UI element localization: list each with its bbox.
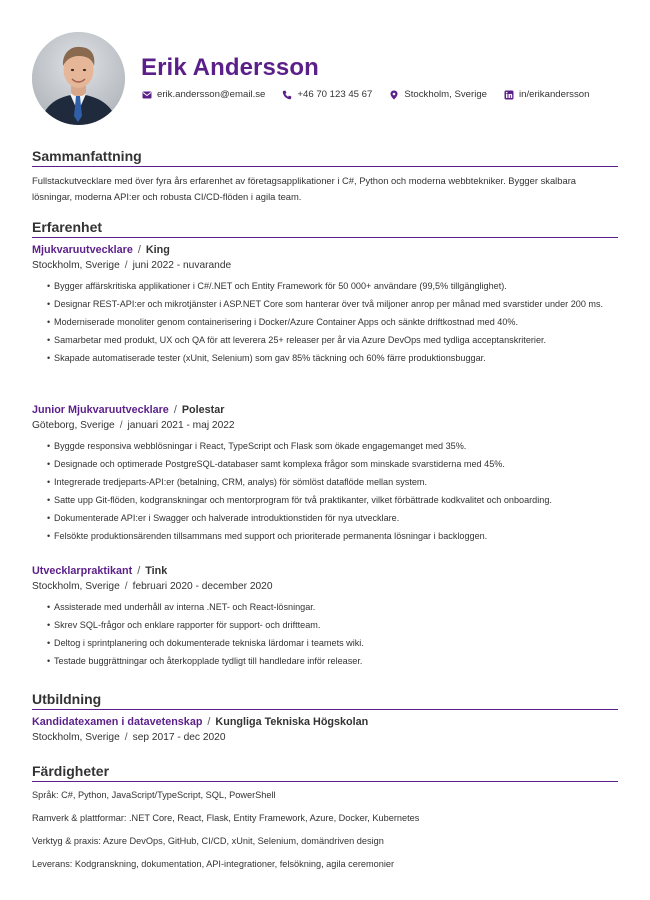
education-meta <box>32 732 618 747</box>
job-company: King <box>145 244 170 256</box>
job-location: Stockholm, Sverige <box>32 581 120 592</box>
education-school: Kungliga Tekniska Högskolan <box>215 716 369 728</box>
separator: / <box>119 420 123 431</box>
contact-phone[interactable] <box>282 89 372 100</box>
list-item: • Byggde responsiva webblösningar i React, TypeScript och Flask som ökade engagemanget med 35%. <box>48 440 618 453</box>
candidate-name: Erik Andersson <box>141 54 319 81</box>
profile-photo <box>32 32 125 125</box>
job-bullets <box>32 440 618 543</box>
list-item: • Felsökte produktionsärenden tillsammans med support och prioriterade permanenta lösningar i backloggen. <box>48 530 618 543</box>
location-text: Stockholm, Sverige <box>404 89 488 100</box>
contact-email[interactable] <box>142 89 265 100</box>
job-role: Utvecklarpraktikant <box>32 565 133 577</box>
job-location: Stockholm, Sverige <box>32 260 120 271</box>
job-bullets <box>32 280 618 365</box>
linkedin-icon <box>504 90 514 100</box>
separator: / <box>173 404 177 416</box>
separator: / <box>124 581 128 592</box>
separator: / <box>137 244 141 256</box>
job-meta <box>32 260 618 275</box>
job-role: Mjukvaruutvecklare <box>32 244 133 256</box>
contact-location <box>389 89 487 100</box>
education-heading-line <box>32 716 618 731</box>
job-heading <box>32 244 618 259</box>
list-item: • Dokumenterade API:er i Swagger och halverade introduktionstiden för nya utvecklare. <box>48 512 618 525</box>
job-company: Tink <box>145 565 168 577</box>
education-period: sep 2017 - dec 2020 <box>132 732 226 743</box>
job-role: Junior Mjukvaruutvecklare <box>32 404 169 416</box>
job-entry <box>32 244 618 370</box>
list-item: • Designar REST-API:er och mikrotjänster i ASP.NET Core som hanterar över två miljoner anrop per månad med svarstider under 200 ms. <box>48 298 618 311</box>
skills-heading: Färdigheter <box>32 763 618 782</box>
education-section <box>32 691 618 710</box>
job-company: Polestar <box>181 404 225 416</box>
contact-linkedin[interactable] <box>504 89 589 100</box>
resume-header <box>32 32 622 126</box>
email-text: erik.andersson@email.se <box>157 89 266 100</box>
job-meta <box>32 420 618 435</box>
contact-row <box>142 89 606 100</box>
experience-section <box>32 219 618 238</box>
linkedin-text: in/erikandersson <box>519 89 590 100</box>
list-item: • Bygger affärskritiska applikationer i C#/.NET och Entity Framework för 50 000+ användare (99,5% tillgänglighet). <box>48 280 618 293</box>
job-entry <box>32 565 618 673</box>
summary-text: Fullstackutvecklare med över fyra års erfarenhet av företagsapplikationer i C#, Python och moderna webbtekniker. Bygger skalbara lösningar, moderna API:er och robusta CI/CD-flöden i agila team. <box>32 175 577 202</box>
separator: / <box>124 732 128 743</box>
job-entry <box>32 404 618 548</box>
job-period: januari 2021 - maj 2022 <box>127 420 235 431</box>
phone-icon <box>282 90 292 100</box>
location-pin-icon <box>389 90 399 100</box>
list-item: • Testade buggrättningar och återkopplade tydligt till handledare inför releaser. <box>48 655 618 668</box>
skill-line: Verktyg & praxis: Azure DevOps, GitHub, CI/CD, xUnit, Selenium, domändriven design <box>32 836 384 846</box>
skills-section <box>32 763 618 881</box>
job-period: juni 2022 - nuvarande <box>132 260 232 271</box>
profile-photo-illustration <box>32 32 125 125</box>
job-heading <box>32 404 618 419</box>
email-icon <box>142 90 152 100</box>
list-item: • Samarbetar med produkt, UX och QA för att leverera 25+ releaser per år via Azure DevOps med tydliga acceptanskriterier. <box>48 334 618 347</box>
education-entry <box>32 716 618 747</box>
skill-line: Leverans: Kodgranskning, dokumentation, API-integrationer, felsökning, agila ceremonier <box>32 859 395 869</box>
job-bullets <box>32 601 618 668</box>
separator: / <box>124 260 128 271</box>
list-item: • Integrerade tredjeparts-API:er (betalning, CRM, analys) för sömlöst dataflöde mellan system. <box>48 476 618 489</box>
phone-text: +46 70 123 45 67 <box>297 89 373 100</box>
job-period: februari 2020 - december 2020 <box>132 581 273 592</box>
skill-line: Ramverk & plattformar: .NET Core, React, Flask, Entity Framework, Azure, Docker, Kubernetes <box>32 813 420 823</box>
summary-section <box>32 148 618 204</box>
education-degree: Kandidatexamen i datavetenskap <box>32 716 203 728</box>
job-location: Göteborg, Sverige <box>32 420 115 431</box>
separator: / <box>137 565 141 577</box>
education-heading: Utbildning <box>32 691 618 710</box>
job-meta <box>32 581 618 596</box>
list-item: • Deltog i sprintplanering och dokumenterade tekniska lärdomar i teamets wiki. <box>48 637 618 650</box>
list-item: • Moderniserade monoliter genom containerisering i Docker/Azure Container Apps och sänkte driftkostnad med 40%. <box>48 316 618 329</box>
list-item: • Assisterade med underhåll av interna .NET- och React-lösningar. <box>48 601 618 614</box>
list-item: • Designade och optimerade PostgreSQL-databaser samt komplexa frågor som minskade svarstiderna med 45%. <box>48 458 618 471</box>
skill-line: Språk: C#, Python, JavaScript/TypeScript, SQL, PowerShell <box>32 790 276 800</box>
separator: / <box>207 716 211 728</box>
list-item: • Skapade automatiserade tester (xUnit, Selenium) som gav 85% täckning och 60% färre produktionsbuggar. <box>48 352 618 365</box>
summary-heading: Sammanfattning <box>32 148 618 167</box>
job-heading <box>32 565 618 580</box>
list-item: • Satte upp Git-flöden, kodgranskningar och mentorprogram för två praktikanter, vilket förbättrade kodkvalitet och onboarding. <box>48 494 618 507</box>
list-item: • Skrev SQL-frågor och enklare rapporter för support- och driftteam. <box>48 619 618 632</box>
skills-list <box>32 789 618 881</box>
experience-heading: Erfarenhet <box>32 219 618 238</box>
education-location: Stockholm, Sverige <box>32 732 120 743</box>
